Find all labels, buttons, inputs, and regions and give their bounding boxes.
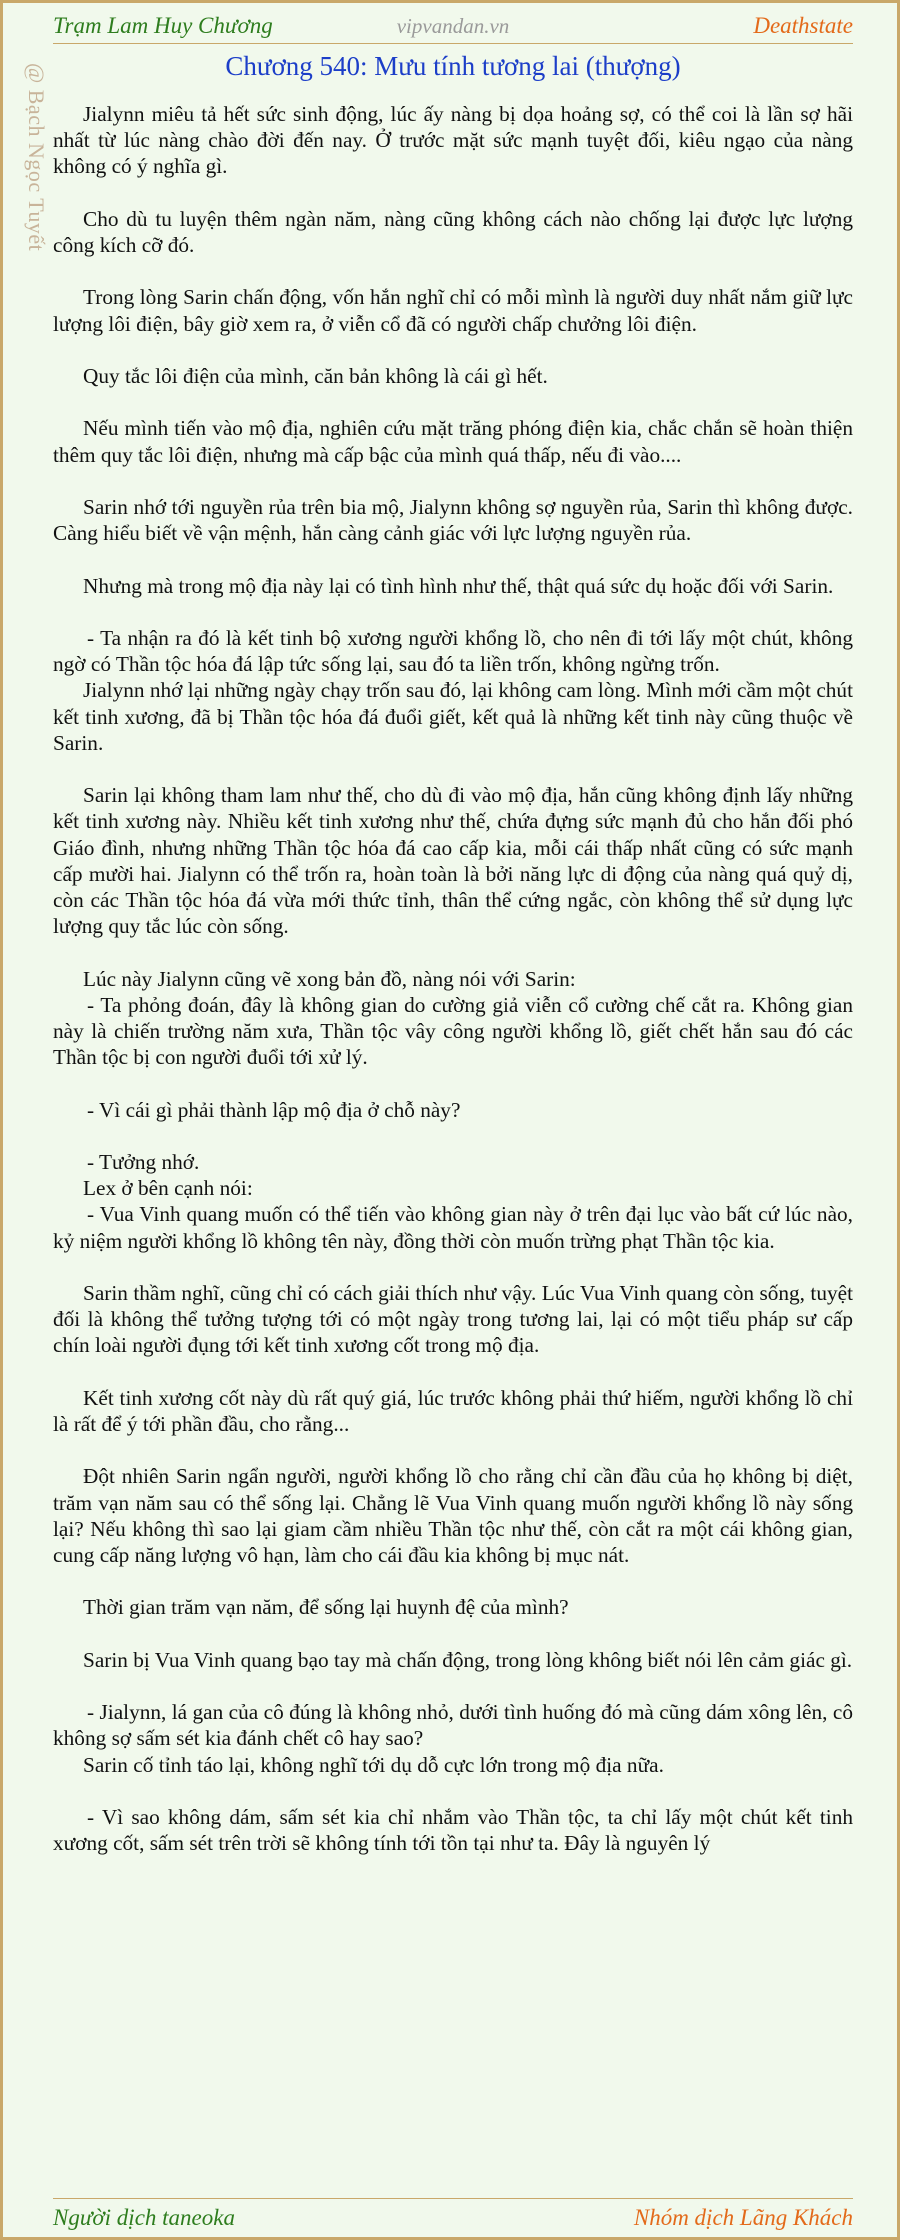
paragraph: Thời gian trăm vạn năm, để sống lại huynh đệ của mình?: [83, 1595, 569, 1620]
paragraph: - Jialynn, lá gan của cô đúng là không nhỏ, dưới tình huống đó mà cũng dám xông lên, cô không sợ sấm sét kia đánh chết cô hay sao?: [53, 1700, 853, 1751]
paragraph: Sarin thầm nghĩ, cũng chỉ có cách giải thích như vậy. Lúc Vua Vinh quang còn sống, tuyệt đối là không thể tưởng tượng tới có một ngày trong tương lai, lại có một tiểu pháp sư cấp chín loài người đụng tới kết tinh xương cốt trong mộ địa.: [53, 1280, 853, 1358]
paragraph: Cho dù tu luyện thêm ngàn năm, nàng cũng không cách nào chống lại được lực lượng công kích cỡ đó.: [53, 206, 853, 257]
paragraph: Nếu mình tiến vào mộ địa, nghiên cứu mặt trăng phóng điện kia, chắc chắn sẽ hoàn thiện thêm quy tắc lôi điện, nhưng mà cấp bậc của mình quá thấp, nếu đi vào....: [53, 416, 853, 467]
paragraph: Lex ở bên cạnh nói:: [83, 1176, 253, 1201]
header-left-text: Trạm Lam Huy Chương: [53, 13, 273, 38]
footer-left-text: Người dịch taneoka: [53, 2205, 235, 2230]
paragraph: Sarin bị Vua Vinh quang bạo tay mà chấn động, trong lòng không biết nói lên cảm giác gì.: [83, 1647, 853, 1672]
side-watermark: @ Bạch Ngọc Tuyết: [24, 63, 49, 252]
paragraph: - Ta phỏng đoán, đây là không gian do cường giả viễn cổ cường chế cắt ra. Không gian này là chiến trường năm xưa, Thần tộc vây công người khổng lồ, giết chết hắn sau đó các Thần tộc bị con người đuổi tới xử lý.: [53, 992, 853, 1070]
paragraph: Jialynn miêu tả hết sức sinh động, lúc ấy nàng bị dọa hoảng sợ, có thể coi là lần sợ hãi nhất từ lúc nàng chào đời đến nay. Ở trước mặt sức mạnh tuyệt đối, kiêu ngạo của nàng không có ý nghĩa gì.: [53, 102, 853, 179]
page-footer: [53, 2198, 853, 2233]
paragraph: Jialynn nhớ lại những ngày chạy trốn sau đó, lại không cam lòng. Mình mới cầm một chút kết tinh xương, đã bị Thần tộc hóa đá đuổi giết, kết quả là những kết tinh này cũng thuộc về Sarin.: [53, 678, 853, 755]
chapter-title: Chương 540: Mưu tính tương lai (thượng): [225, 51, 681, 81]
paragraph: Trong lòng Sarin chấn động, vốn hắn nghĩ chỉ có mỗi mình là người duy nhất nắm giữ lực lượng lôi điện, bây giờ xem ra, ở viễn cổ đã có người chấp chưởng lôi điện.: [53, 285, 853, 336]
paragraph: Sarin nhớ tới nguyền rủa trên bia mộ, Jialynn không sợ nguyền rủa, Sarin thì không được. Càng hiểu biết về vận mệnh, hắn càng cảnh giác với lực lượng nguyền rủa.: [53, 494, 853, 546]
paragraph: Quy tắc lôi điện của mình, căn bản không là cái gì hết.: [83, 363, 548, 388]
footer-right-text: Nhóm dịch Lãng Khách: [633, 2205, 853, 2230]
chapter-body: [53, 101, 853, 1883]
header-center-text: vipvandan.vn: [396, 14, 510, 38]
paragraph: - Vì sao không dám, sấm sét kia chỉ nhắm vào Thần tộc, ta chỉ lấy một chút kết tinh xương cốt, sấm sét trên trời sẽ không tính tới tồn tại như ta. Đây là nguyên lý: [53, 1804, 853, 1856]
paragraph: Nhưng mà trong mộ địa này lại có tình hình như thế, thật quá sức dụ hoặc đối với Sarin.: [83, 573, 834, 598]
paragraph: - Vì cái gì phải thành lập mộ địa ở chỗ này?: [87, 1097, 461, 1122]
header-right-text: Deathstate: [753, 13, 853, 38]
paragraph: Lúc này Jialynn cũng vẽ xong bản đồ, nàng nói với Sarin:: [83, 966, 576, 991]
paragraph: - Ta nhận ra đó là kết tinh bộ xương người khổng lồ, cho nên đi tới lấy một chút, không ngờ có Thần tộc hóa đá lập tức sống lại, sau đó ta liền trốn, không ngừng trốn.: [53, 625, 853, 677]
paragraph: Đột nhiên Sarin ngẩn người, người khổng lồ cho rằng chỉ cần đầu của họ không bị diệt, trăm vạn năm sau có thể sống lại. Chẳng lẽ Vua Vinh quang muốn người khổng lồ này sống lại? Nếu không thì sao lại giam cầm nhiều Thần tộc như thế, còn cắt ra một cái không gian, cung cấp năng lượng vô hạn, làm cho cái đầu kia không bị mục nát.: [53, 1464, 853, 1567]
paragraph: - Tưởng nhớ.: [87, 1149, 200, 1174]
paragraph: Sarin lại không tham lam như thế, cho dù đi vào mộ địa, hắn cũng không định lấy những kết tinh xương này. Nhiều kết tinh xương như thế, chứa đựng sức mạnh đủ cho hắn đối phó Giáo đình, nhưng những Thần tộc hóa đá cao cấp kia, mỗi cái thấp nhất cũng có sức mạnh cấp mười hai. Jialynn có thể trốn ra, hoàn toàn là bởi năng lực di động của nàng quá quỷ dị, còn các Thần tộc hóa đá vừa mới thức tỉnh, thân thể cứng ngắc, còn không thể sử dụng lực lượng quy tắc lúc còn sống.: [53, 783, 853, 939]
paragraph: Kết tinh xương cốt này dù rất quý giá, lúc trước không phải thứ hiếm, người khổng lồ chỉ là rất để ý tới phần đầu, cho rằng...: [53, 1385, 853, 1436]
paragraph: Sarin cố tỉnh táo lại, không nghĩ tới dụ dỗ cực lớn trong mộ địa nữa.: [83, 1752, 664, 1777]
paragraph: - Vua Vinh quang muốn có thể tiến vào không gian này ở trên đại lục vào bất cứ lúc nào, kỷ niệm người khổng lồ không tên này, đồng thời còn muốn trừng phạt Thần tộc kia.: [53, 1202, 853, 1253]
page-header: [53, 9, 853, 44]
